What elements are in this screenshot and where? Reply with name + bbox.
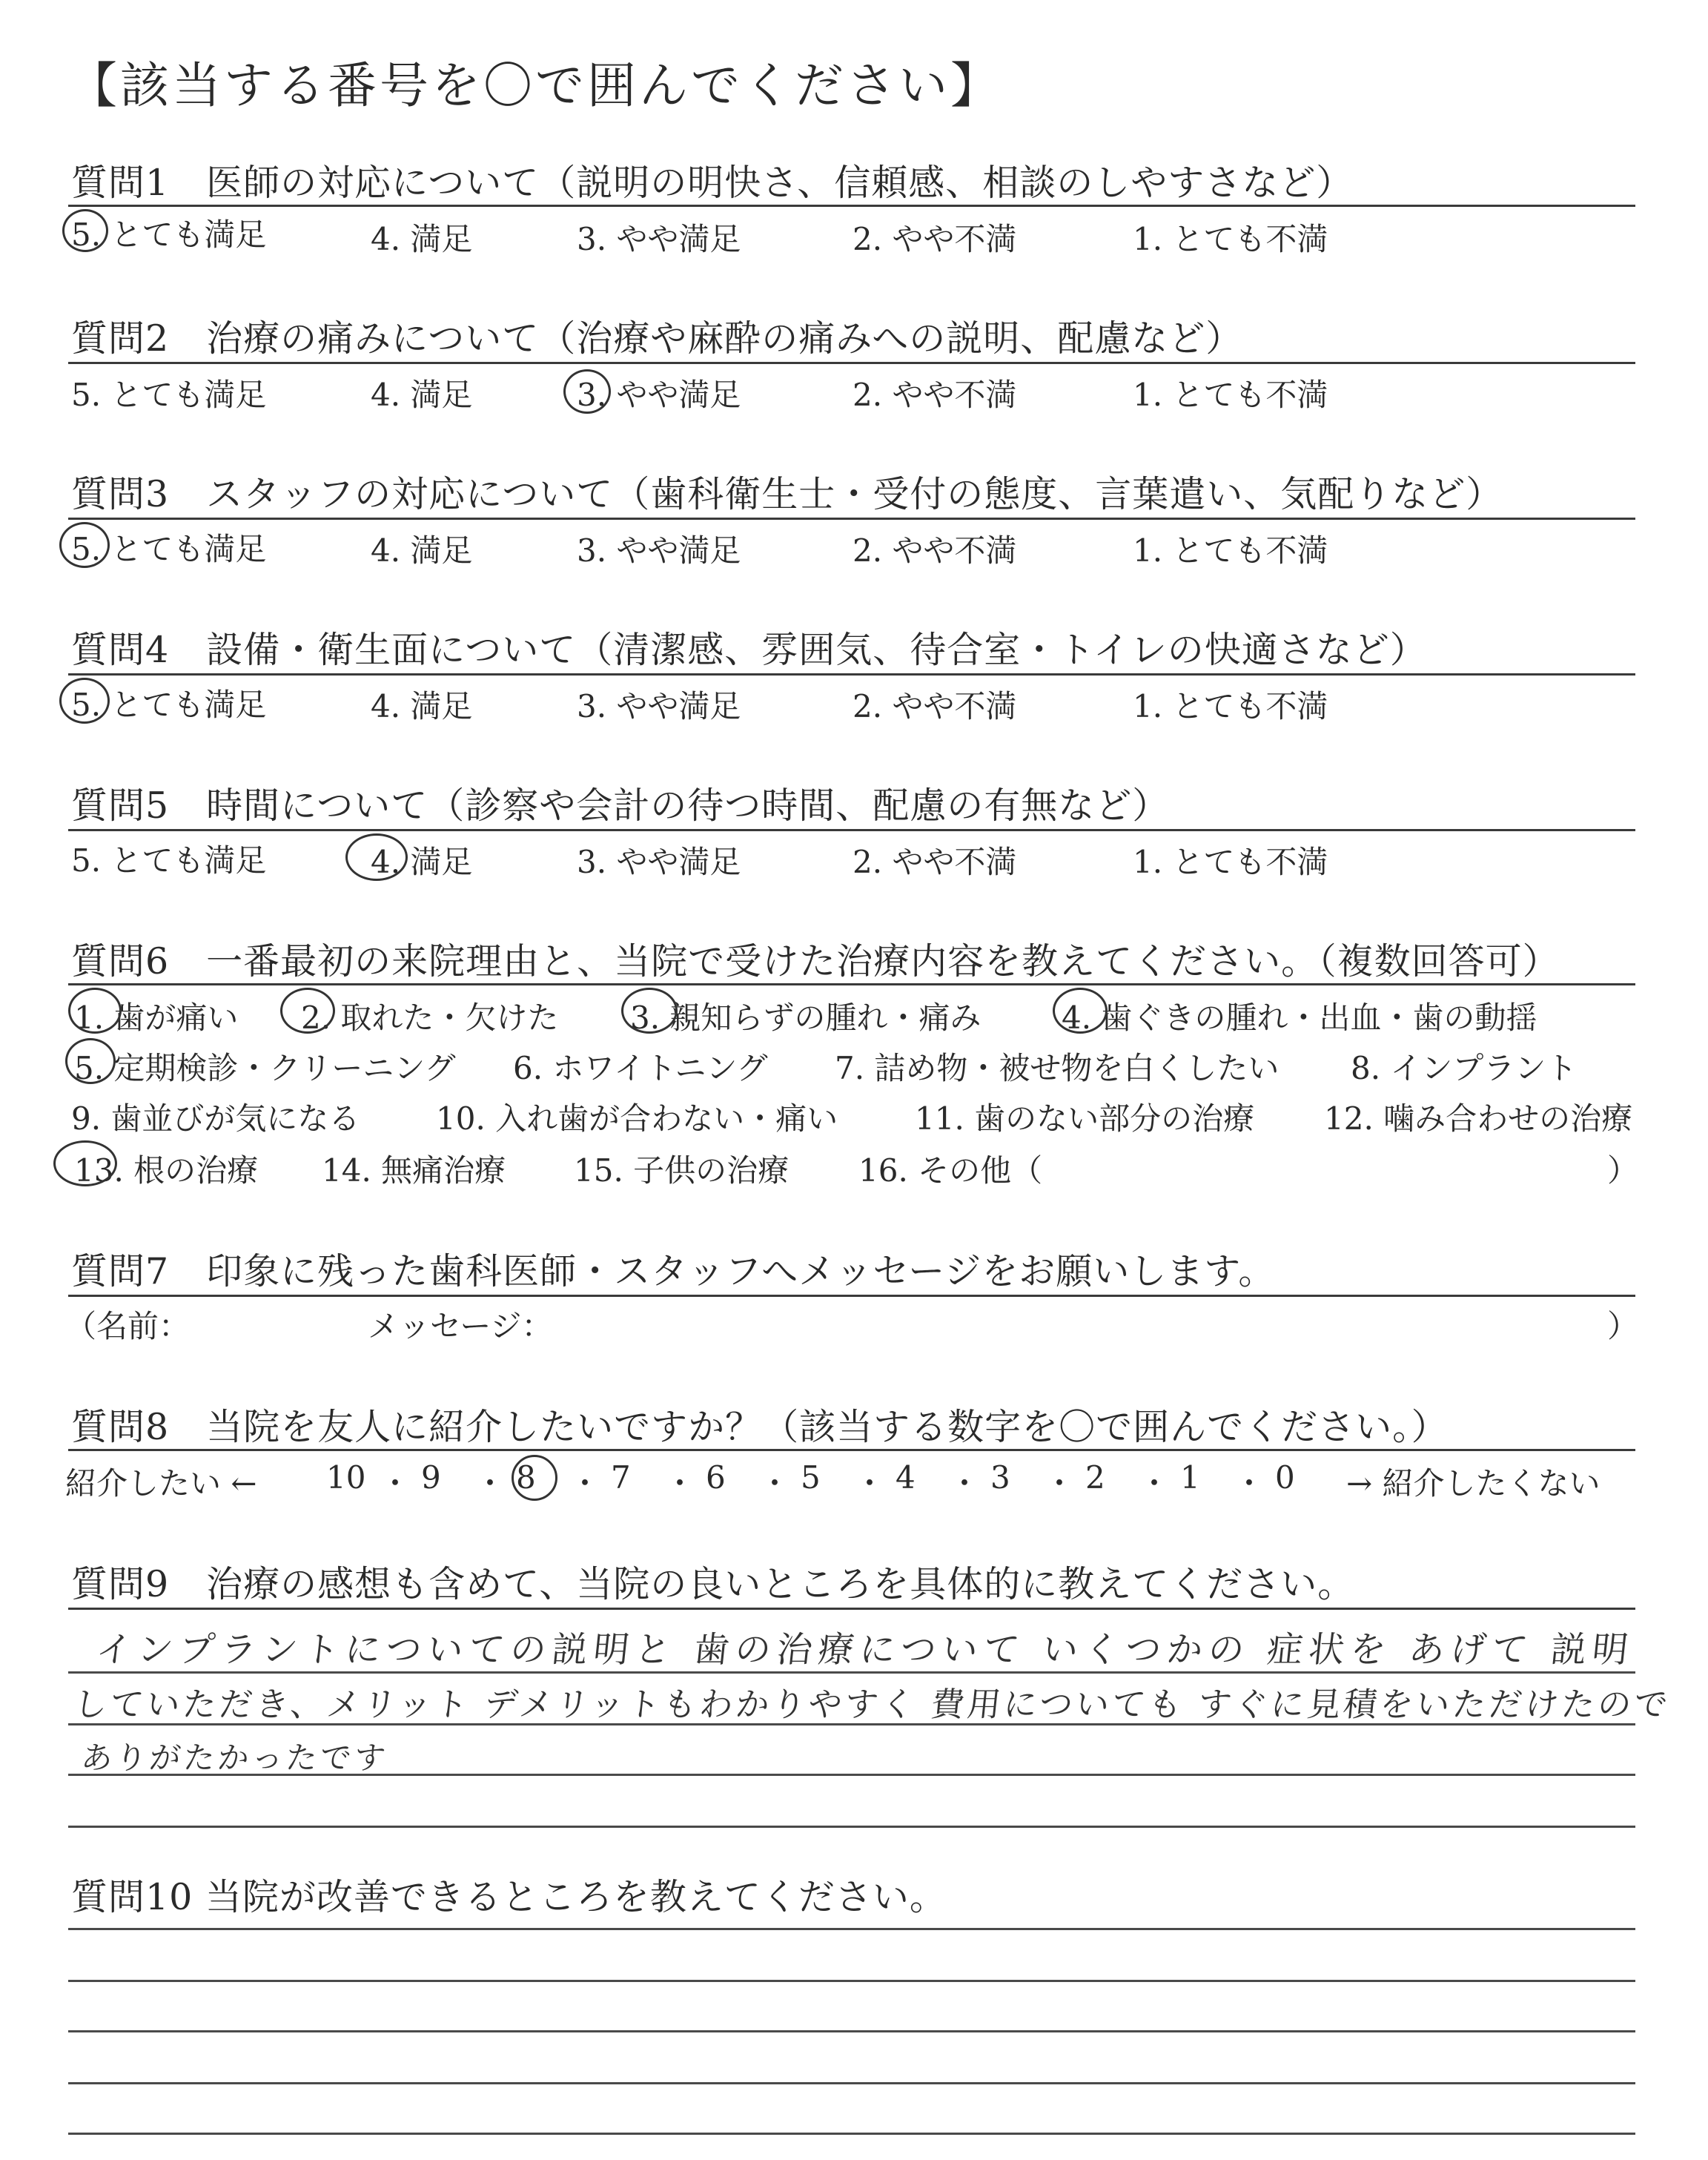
q8-scale-1[interactable]: 1 (1180, 1459, 1200, 1496)
q6-close-paren: ） (1607, 1152, 1639, 1189)
q7-name-label: （名前： (65, 1308, 191, 1344)
q10-title: 質問10 当院が改善できるところを教えてください。 (71, 1876, 947, 1918)
q3-rule (68, 518, 1635, 520)
q6-option-13[interactable]: 13. 根の治療 (74, 1152, 259, 1189)
q8-scale-separator: ・ (759, 1465, 791, 1502)
form-header: 【該当する番号を〇で囲んでください】 (68, 57, 1002, 114)
q8-scale-separator: ・ (949, 1465, 981, 1502)
q6-option-3[interactable]: 3. 親知らずの腫れ・痛み (630, 1000, 982, 1036)
q6-circle-13 (53, 1140, 117, 1186)
q9-answer-line-2: していただき、メリット デメリットもわかりやすく 費用についても すぐに見積をいただけたので (71, 1685, 1673, 1724)
q8-scale-7[interactable]: 7 (611, 1459, 631, 1496)
q8-scale-separator: ・ (664, 1465, 696, 1502)
q8-scale-separator: ・ (1234, 1465, 1265, 1502)
q8-scale-9[interactable]: 9 (421, 1459, 441, 1496)
q8-scale-separator: ・ (474, 1465, 506, 1502)
q10-answer-line (68, 2030, 1635, 2032)
q6-option-14[interactable]: 14. 無痛治療 (322, 1152, 506, 1189)
q7-title: 質問7 印象に残った歯科医師・スタッフへメッセージをお願いします。 (71, 1250, 1276, 1292)
q4-option-4[interactable]: 4. 満足 (371, 688, 473, 724)
q3-option-5[interactable]: 5. とても満足 (71, 531, 267, 567)
q5-option-5[interactable]: 5. とても満足 (71, 842, 267, 879)
q6-option-1[interactable]: 1. 歯が痛い (74, 1000, 239, 1036)
q6-option-9[interactable]: 9. 歯並びが気になる (71, 1100, 360, 1137)
q6-option-7[interactable]: 7. 詰め物・被せ物を白くしたい (835, 1050, 1280, 1086)
q5-option-3[interactable]: 3. やや満足 (577, 844, 741, 880)
q8-scale-10[interactable]: 10 (326, 1459, 366, 1496)
q7-message-label: メッセージ： (368, 1308, 553, 1344)
q6-option-5[interactable]: 5. 定期検診・クリーニング (74, 1050, 456, 1086)
q7-rule (68, 1295, 1635, 1297)
q3-title: 質問3 スタッフの対応について（歯科衛生士・受付の態度、言葉遣い、気配りなど） (71, 473, 1503, 515)
q2-selection-circle (563, 369, 611, 414)
q2-title: 質問2 治療の痛みについて（治療や麻酔の痛みへの説明、配慮など） (71, 317, 1243, 360)
q3-option-1[interactable]: 1. とても不満 (1133, 532, 1328, 569)
q5-selection-circle (345, 833, 408, 881)
q6-circle-4 (1053, 988, 1108, 1034)
q8-scale-separator: ・ (1044, 1465, 1076, 1502)
q6-option-16[interactable]: 16. その他（ (858, 1152, 1043, 1189)
q5-rule (68, 829, 1635, 831)
q5-title: 質問5 時間について（診察や会計の待つ時間、配慮の有無など） (71, 785, 1170, 827)
q2-option-4[interactable]: 4. 満足 (371, 377, 473, 413)
q5-option-4[interactable]: 4. 満足 (371, 844, 473, 880)
q1-option-2[interactable]: 2. やや不満 (853, 221, 1017, 257)
q8-scale-separator: ・ (1139, 1465, 1171, 1502)
q10-answer-line (68, 2133, 1635, 2135)
q10-answer-line (68, 2082, 1635, 2084)
q8-scale-2[interactable]: 2 (1085, 1459, 1105, 1496)
q3-option-2[interactable]: 2. やや不満 (853, 532, 1017, 569)
q10-answer-line (68, 1928, 1635, 1930)
q2-option-1[interactable]: 1. とても不満 (1133, 377, 1328, 413)
q2-option-3[interactable]: 3. やや満足 (577, 377, 741, 413)
q4-title: 質問4 設備・衛生面について（清潔感、雰囲気、待合室・トイレの快適さなど） (71, 629, 1427, 671)
q8-scale-3[interactable]: 3 (990, 1459, 1010, 1496)
q9-answer-line-1: インプラントについての説明と 歯の治療について いくつかの 症状を あげて 説明 (93, 1629, 1636, 1671)
q2-option-2[interactable]: 2. やや不満 (853, 377, 1017, 413)
q6-option-4[interactable]: 4. 歯ぐきの腫れ・出血・歯の動揺 (1062, 1000, 1537, 1036)
q6-circle-5 (65, 1038, 116, 1084)
q3-option-3[interactable]: 3. やや満足 (577, 532, 741, 569)
q5-option-2[interactable]: 2. やや不満 (853, 844, 1017, 880)
q6-option-8[interactable]: 8. インプラント (1351, 1050, 1578, 1086)
q1-option-4[interactable]: 4. 満足 (371, 221, 473, 257)
q1-option-1[interactable]: 1. とても不満 (1133, 221, 1328, 257)
q4-selection-circle (59, 678, 110, 724)
q8-scale-8[interactable]: 8 (516, 1459, 536, 1496)
q1-option-3[interactable]: 3. やや満足 (577, 221, 741, 257)
q1-selection-circle (62, 209, 108, 252)
q1-title: 質問1 医師の対応について（説明の明快さ、信頼感、相談のしやすさなど） (71, 162, 1354, 204)
q4-option-1[interactable]: 1. とても不満 (1133, 688, 1328, 724)
q6-option-10[interactable]: 10. 入れ歯が合わない・痛い (436, 1100, 838, 1137)
q6-option-15[interactable]: 15. 子供の治療 (574, 1152, 790, 1189)
q10-answer-line (68, 1980, 1635, 1982)
q6-circle-2 (280, 988, 335, 1034)
q1-option-5[interactable]: 5. とても満足 (71, 217, 267, 253)
q6-circle-3 (621, 988, 678, 1034)
q4-option-3[interactable]: 3. やや満足 (577, 688, 741, 724)
q8-scale-5[interactable]: 5 (801, 1459, 821, 1496)
q4-option-5[interactable]: 5. とても満足 (71, 687, 267, 723)
q3-selection-circle (59, 522, 110, 568)
q4-option-2[interactable]: 2. やや不満 (853, 688, 1017, 724)
q6-option-12[interactable]: 12. 噛み合わせの治療 (1324, 1100, 1633, 1137)
q8-right-label: → 紹介したくない (1346, 1465, 1601, 1502)
q3-option-4[interactable]: 4. 満足 (371, 532, 473, 569)
q8-scale-0[interactable]: 0 (1275, 1459, 1295, 1496)
q1-rule (68, 205, 1635, 207)
q6-title: 質問6 一番最初の来院理由と、当院で受けた治療内容を教えてください。（複数回答可） (71, 940, 1560, 982)
q4-rule (68, 673, 1635, 676)
q2-rule (68, 362, 1635, 364)
q8-scale-6[interactable]: 6 (706, 1459, 726, 1496)
q6-circle-1 (68, 988, 122, 1034)
q9-answer-line (68, 1826, 1635, 1828)
q9-rule (68, 1608, 1635, 1610)
q6-rule (68, 983, 1635, 985)
q8-rule (68, 1449, 1635, 1451)
q2-option-5[interactable]: 5. とても満足 (71, 377, 267, 413)
q8-scale-4[interactable]: 4 (896, 1459, 916, 1496)
q8-scale-separator: ・ (569, 1465, 601, 1502)
q6-option-11[interactable]: 11. 歯のない部分の治療 (915, 1100, 1255, 1137)
q8-selection-circle (512, 1455, 557, 1501)
q8-scale-separator: ・ (854, 1465, 886, 1502)
q8-left-label: 紹介したい ← (65, 1465, 257, 1502)
q8-scale-separator: ・ (380, 1465, 411, 1502)
q6-option-6[interactable]: 6. ホワイトニング (513, 1050, 768, 1086)
q9-title: 質問9 治療の感想も含めて、当院の良いところを具体的に教えてください。 (71, 1563, 1355, 1605)
q6-option-2[interactable]: 2. 取れた・欠けた (301, 1000, 559, 1036)
q7-close-paren: ） (1607, 1308, 1639, 1344)
q5-option-1[interactable]: 1. とても不満 (1133, 844, 1328, 880)
q9-answer-line-3: ありがたかったです (79, 1740, 391, 1776)
q8-title: 質問8 当院を友人に紹介したいですか？（該当する数字を〇で囲んでください。） (71, 1406, 1449, 1448)
